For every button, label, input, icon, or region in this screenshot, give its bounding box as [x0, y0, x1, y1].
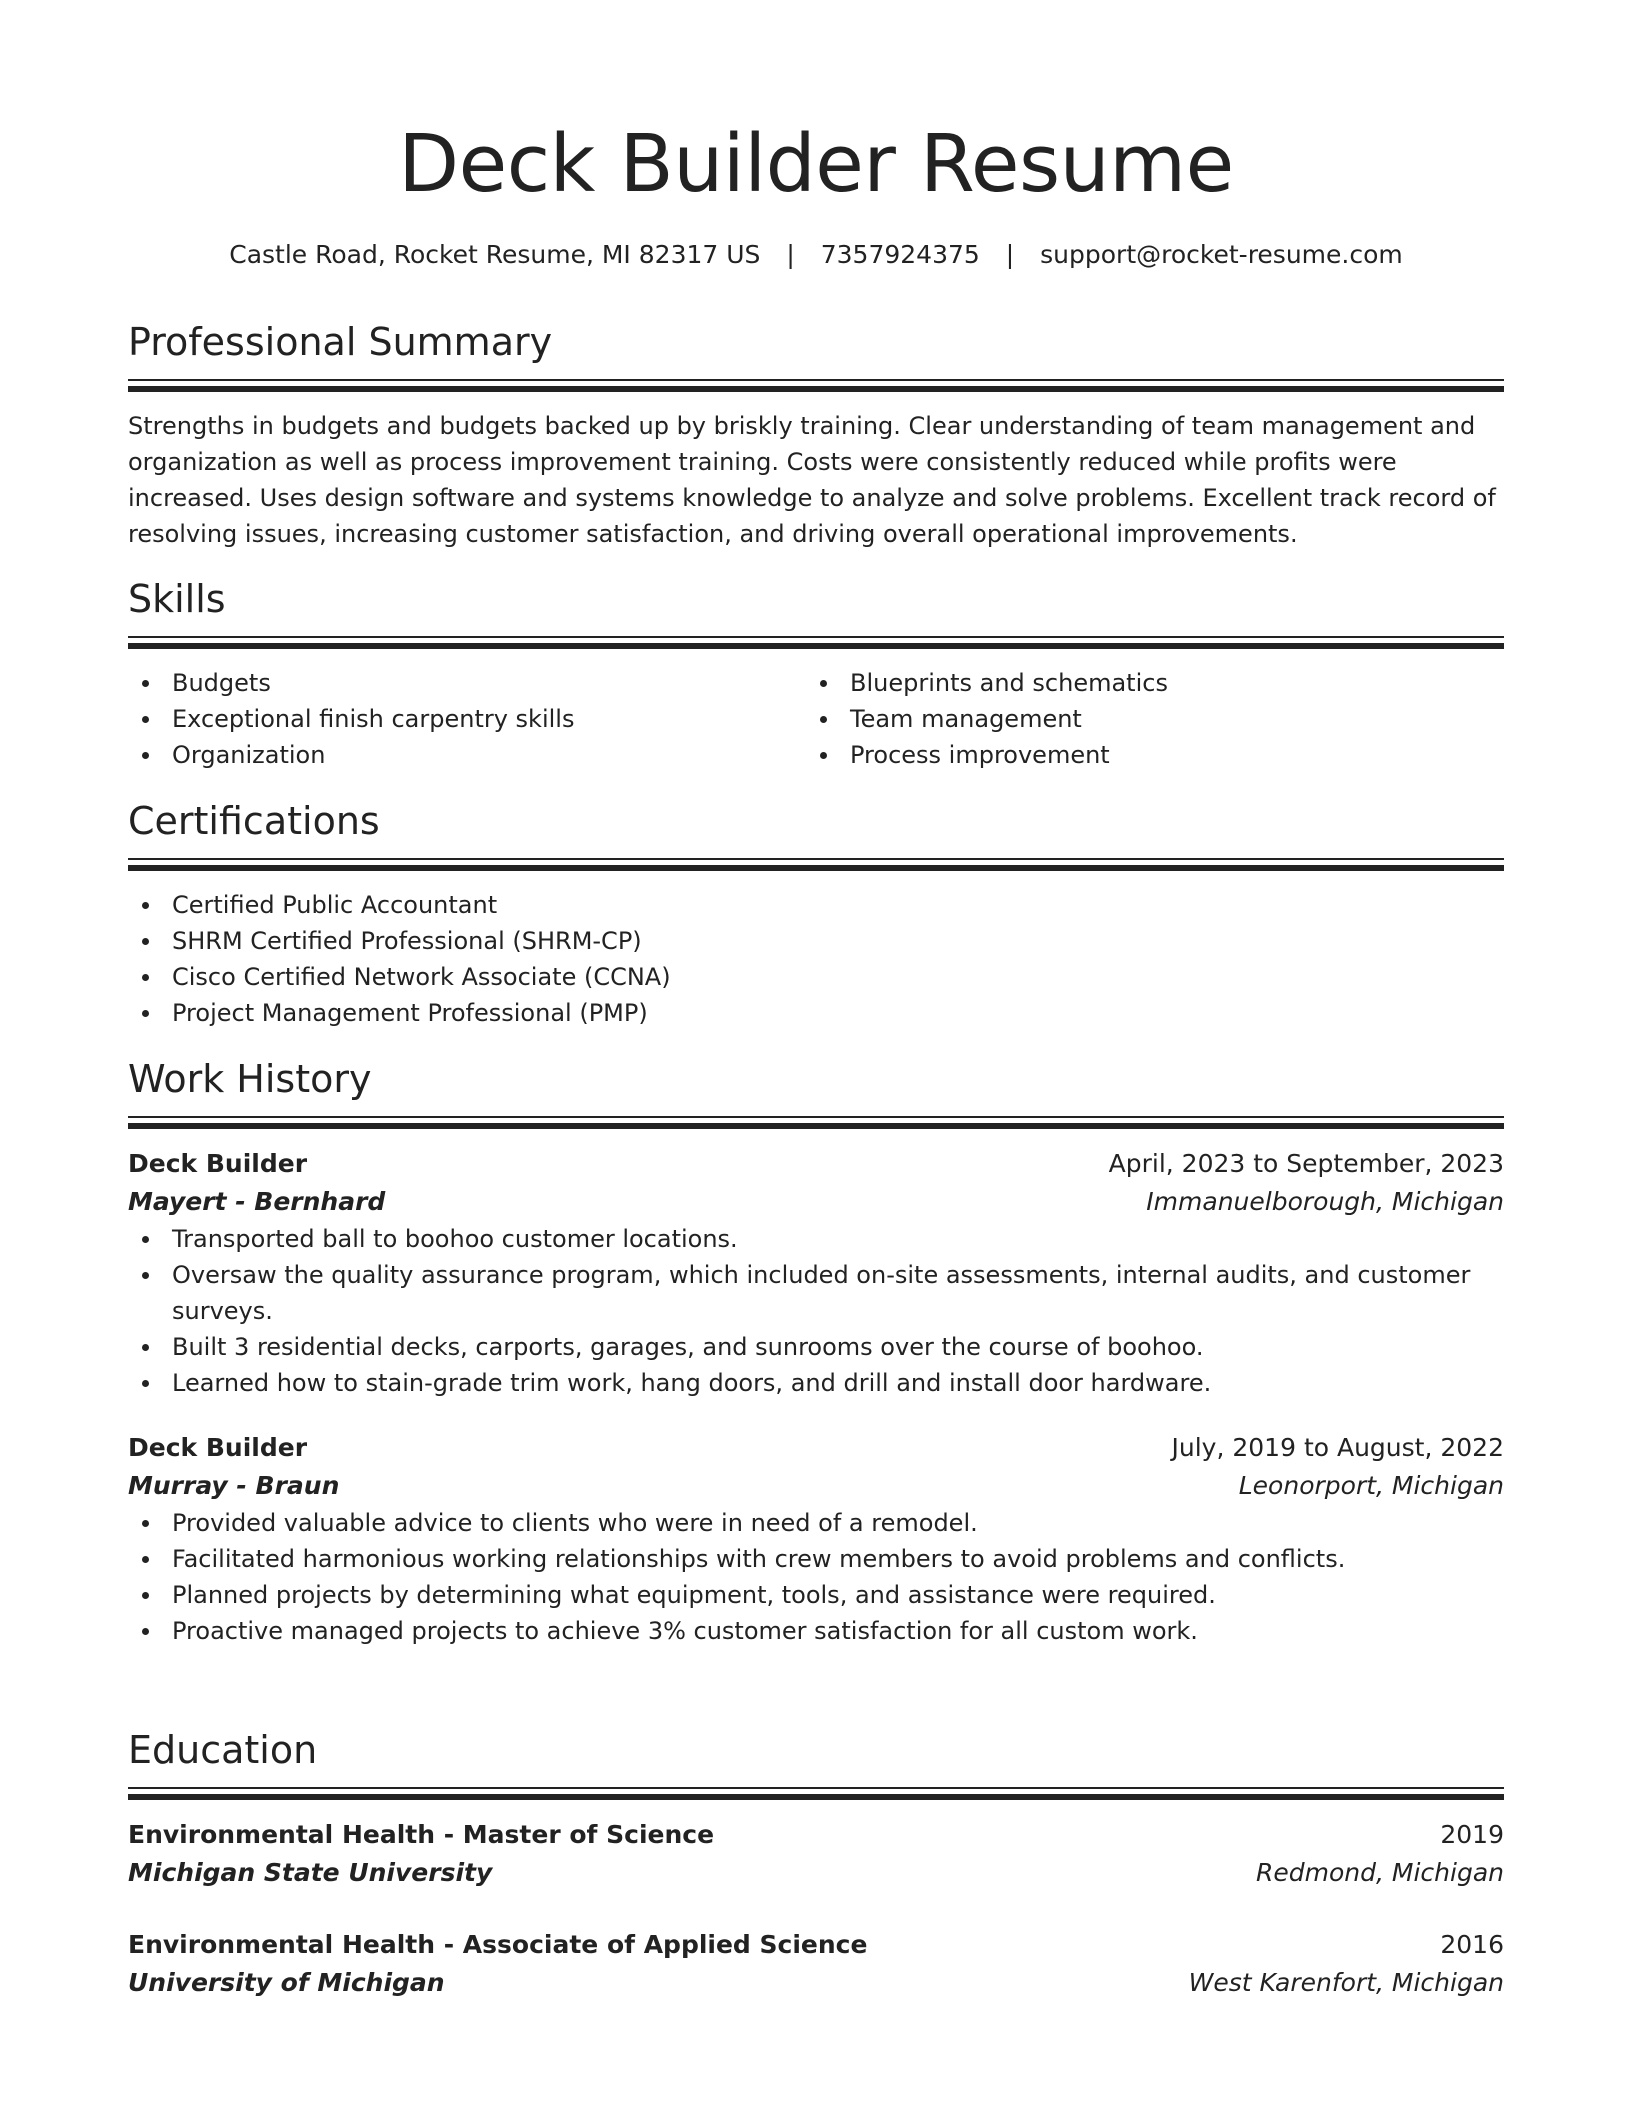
resume-title: Deck Builder Resume	[398, 118, 1234, 210]
education-school: Michigan State University	[128, 1858, 493, 1887]
certification-item: Certified Public Accountant	[128, 887, 1504, 923]
education-degree: Environmental Health - Master of Science	[128, 1820, 715, 1849]
skill-item: Organization	[128, 737, 806, 773]
job-bullet: Built 3 residential decks, carports, garages, and sunrooms over the course of boohoo.	[128, 1329, 1504, 1365]
section-heading-education: Education	[128, 1728, 318, 1772]
job-bullets	[128, 1505, 1504, 1649]
job-bullet: Transported ball to boohoo customer locations.	[128, 1221, 1504, 1257]
section-divider-thin	[128, 858, 1504, 860]
job-bullet: Facilitated harmonious working relationships with crew members to avoid problems and conflicts.	[128, 1541, 1504, 1577]
education-header	[128, 1816, 1504, 1854]
education-school: University of Michigan	[128, 1968, 445, 1997]
job-subheader	[128, 1183, 1504, 1221]
education-degree: Environmental Health - Associate of Applied Science	[128, 1930, 868, 1959]
skills-list-right	[806, 665, 1484, 773]
certification-item: Project Management Professional (PMP)	[128, 995, 1504, 1031]
section-divider-thin	[128, 1116, 1504, 1118]
education-header	[128, 1926, 1504, 1964]
certifications-list	[128, 887, 1504, 1031]
job-bullets	[128, 1221, 1504, 1401]
job-dates: July, 2019 to August, 2022	[1171, 1433, 1504, 1462]
job-dates: April, 2023 to September, 2023	[1108, 1149, 1504, 1178]
section-heading-summary: Professional Summary	[128, 320, 553, 364]
job-bullet: Provided valuable advice to clients who were in need of a remodel.	[128, 1505, 1504, 1541]
job-company: Mayert - Bernhard	[128, 1187, 386, 1216]
education-year: 2019	[1440, 1820, 1504, 1849]
job-title: Deck Builder	[128, 1149, 308, 1178]
section-heading-skills: Skills	[128, 577, 226, 621]
certification-item: SHRM Certified Professional (SHRM-CP)	[128, 923, 1504, 959]
job-bullet: Planned projects by determining what equipment, tools, and assistance were required.	[128, 1577, 1504, 1613]
skill-item: Budgets	[128, 665, 806, 701]
section-summary	[128, 318, 1504, 552]
section-divider-thin	[128, 636, 1504, 638]
job-location: Leonorport, Michigan	[1238, 1471, 1504, 1500]
skills-columns	[128, 665, 1504, 773]
skill-item: Team management	[806, 701, 1484, 737]
section-divider-thin	[128, 1787, 1504, 1789]
contact-line	[128, 240, 1504, 269]
contact-address: Castle Road, Rocket Resume, MI 82317 US	[229, 240, 761, 269]
summary-text: Strengths in budgets and budgets backed up by briskly training. Clear understanding of team management and organization as well as process improvement training. Costs were consistently reduced while profits were increased. Uses design software and systems knowledge to analyze and solve problems. Excellent track record of resolving issues, increasing customer satisfaction, and driving overall operational improvements.	[128, 412, 1496, 548]
job-company: Murray - Braun	[128, 1471, 340, 1500]
job-header	[128, 1145, 1504, 1183]
section-heading-work: Work History	[128, 1057, 372, 1101]
job-bullet: Oversaw the quality assurance program, which included on-site assessments, internal audits, and customer surveys.	[128, 1257, 1504, 1329]
job-title: Deck Builder	[128, 1433, 308, 1462]
job-bullet: Proactive managed projects to achieve 3% customer satisfaction for all custom work.	[128, 1613, 1504, 1649]
contact-email[interactable]: support@rocket-resume.com	[1040, 240, 1403, 269]
education-subheader	[128, 1854, 1504, 1892]
section-heading-certifications: Certifications	[128, 799, 380, 843]
job-location: Immanuelborough, Michigan	[1146, 1187, 1504, 1216]
section-divider-thick	[128, 643, 1504, 649]
certification-item: Cisco Certified Network Associate (CCNA)	[128, 959, 1504, 995]
skills-list-left	[128, 665, 806, 773]
education-entry	[128, 1816, 1504, 1892]
section-certifications	[128, 797, 1504, 1031]
job-bullet: Learned how to stain-grade trim work, hang doors, and drill and install door hardware.	[128, 1365, 1504, 1401]
section-work-history	[128, 1055, 1504, 1649]
section-skills	[128, 575, 1504, 773]
education-subheader	[128, 1964, 1504, 2002]
contact-separator: |	[786, 240, 795, 269]
education-location: Redmond, Michigan	[1256, 1858, 1504, 1887]
skill-item: Blueprints and schematics	[806, 665, 1484, 701]
education-location: West Karenfort, Michigan	[1188, 1968, 1504, 1997]
section-divider-thick	[128, 386, 1504, 392]
job-header	[128, 1429, 1504, 1467]
section-divider-thick	[128, 1794, 1504, 1800]
section-divider-thin	[128, 379, 1504, 381]
skill-item: Exceptional finish carpentry skills	[128, 701, 806, 737]
education-year: 2016	[1440, 1930, 1504, 1959]
skill-item: Process improvement	[806, 737, 1484, 773]
contact-phone[interactable]: 7357924375	[820, 240, 980, 269]
job-entry	[128, 1429, 1504, 1649]
section-divider-thick	[128, 1123, 1504, 1129]
contact-separator: |	[1005, 240, 1015, 269]
education-entry	[128, 1926, 1504, 2002]
section-education	[128, 1726, 1504, 2002]
job-entry	[128, 1145, 1504, 1401]
job-subheader	[128, 1467, 1504, 1505]
section-divider-thick	[128, 865, 1504, 871]
